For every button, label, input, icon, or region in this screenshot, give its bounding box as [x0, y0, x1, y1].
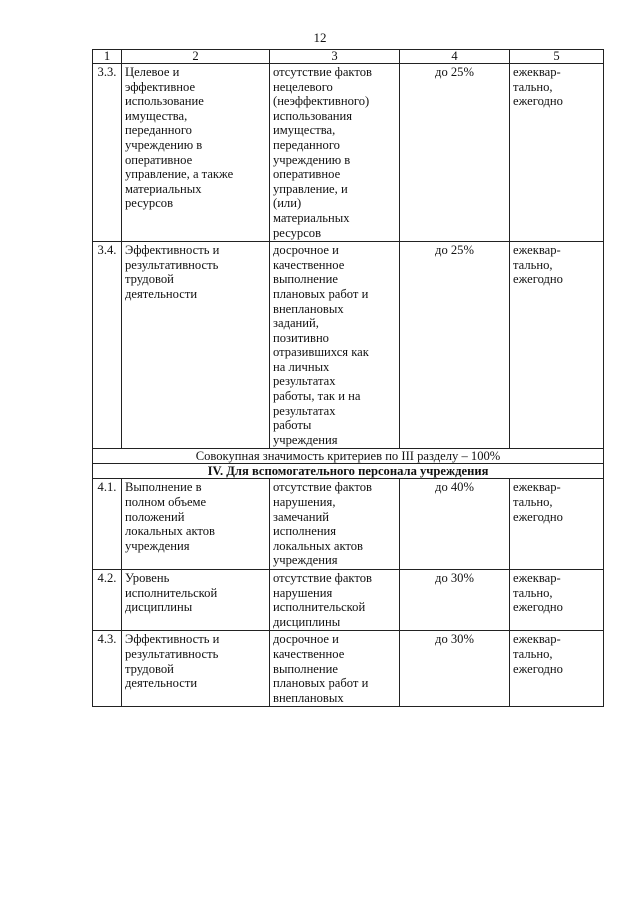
column-header: 4	[400, 50, 510, 64]
row-number: 3.4.	[93, 242, 122, 449]
table-row	[93, 64, 604, 242]
criterion-weight: до 25%	[400, 64, 510, 242]
criterion-name: Эффективность и результативность трудовой деятельности	[122, 631, 270, 707]
column-header: 1	[93, 50, 122, 64]
row-number: 3.3.	[93, 64, 122, 242]
table-row	[93, 479, 604, 570]
criterion-period: ежеквар- тально, ежегодно	[510, 64, 604, 242]
row-number: 4.2.	[93, 570, 122, 631]
criterion-period: ежеквар- тально, ежегодно	[510, 242, 604, 449]
criterion-condition: досрочное и качественное выполнение плановых работ и внеплановых	[270, 631, 400, 707]
section-summary: Совокупная значимость критериев по III разделу – 100%	[93, 449, 604, 464]
criterion-condition: досрочное и качественное выполнение плановых работ и внеплановых заданий, позитивно отразившихся как на личных результатах работы, так и на результатах работы учреждения	[270, 242, 400, 449]
criteria-table	[92, 49, 604, 707]
row-number: 4.3.	[93, 631, 122, 707]
criterion-condition: отсутствие фактов нецелевого (неэффективного) использования имущества, переданного учреждению в оперативное управление, и (или) материальных ресурсов	[270, 64, 400, 242]
section-summary-row	[93, 449, 604, 464]
criterion-period: ежеквар- тально, ежегодно	[510, 631, 604, 707]
criterion-condition: отсутствие фактов нарушения, замечаний исполнения локальных актов учреждения	[270, 479, 400, 570]
column-header: 5	[510, 50, 604, 64]
criterion-name: Выполнение в полном объеме положений локальных актов учреждения	[122, 479, 270, 570]
criterion-weight: до 30%	[400, 631, 510, 707]
section-heading: IV. Для вспомогательного персонала учреждения	[93, 464, 604, 479]
criterion-weight: до 40%	[400, 479, 510, 570]
criterion-name: Целевое и эффективное использование имущества, переданного учреждению в оперативное управление, а также материальных ресурсов	[122, 64, 270, 242]
criterion-condition: отсутствие фактов нарушения исполнительской дисциплины	[270, 570, 400, 631]
table-row	[93, 570, 604, 631]
column-header: 2	[122, 50, 270, 64]
column-header: 3	[270, 50, 400, 64]
criterion-name: Уровень исполнительской дисциплины	[122, 570, 270, 631]
table-row	[93, 631, 604, 707]
criterion-period: ежеквар- тально, ежегодно	[510, 479, 604, 570]
header-row	[93, 50, 604, 64]
table-row	[93, 242, 604, 449]
criterion-weight: до 25%	[400, 242, 510, 449]
criterion-name: Эффективность и результативность трудовой деятельности	[122, 242, 270, 449]
section-heading-row	[93, 464, 604, 479]
criterion-weight: до 30%	[400, 570, 510, 631]
criterion-period: ежеквар- тально, ежегодно	[510, 570, 604, 631]
page-number: 12	[313, 30, 327, 45]
row-number: 4.1.	[93, 479, 122, 570]
